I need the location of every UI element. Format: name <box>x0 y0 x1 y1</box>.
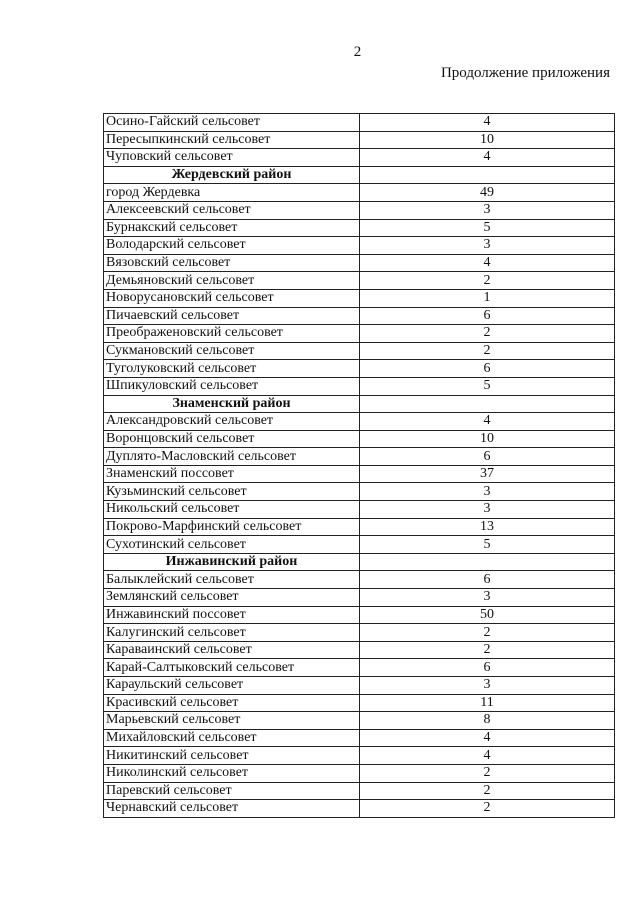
table-row <box>104 501 615 519</box>
count-cell <box>360 166 615 184</box>
count-cell: 3 <box>360 589 615 607</box>
table-row <box>104 289 615 307</box>
table-row <box>104 606 615 624</box>
settlement-name-cell: Покрово-Марфинский сельсовет <box>104 518 360 536</box>
settlement-name-cell: Сухотинский сельсовет <box>104 536 360 554</box>
table-row <box>104 413 615 431</box>
table-row <box>104 342 615 360</box>
district-name-cell: Инжавинский район <box>104 553 360 571</box>
table-row <box>104 800 615 818</box>
settlement-name-cell: Карай-Салтыковский сельсовет <box>104 659 360 677</box>
table-body <box>104 114 615 818</box>
settlement-name-cell: Калугинский сельсовет <box>104 624 360 642</box>
table-row <box>104 694 615 712</box>
count-cell: 6 <box>360 360 615 378</box>
settlement-name-cell: Бурнакский сельсовет <box>104 219 360 237</box>
table-row <box>104 219 615 237</box>
settlement-name-cell: Караульский сельсовет <box>104 677 360 695</box>
table-row <box>104 114 615 132</box>
settlement-name-cell: Караваинский сельсовет <box>104 641 360 659</box>
count-cell: 4 <box>360 114 615 132</box>
district-header-row <box>104 553 615 571</box>
table-row <box>104 764 615 782</box>
settlement-name-cell: Паревский сельсовет <box>104 782 360 800</box>
settlement-name-cell: Землянский сельсовет <box>104 589 360 607</box>
table-row <box>104 747 615 765</box>
appendix-continuation-note: Продолжение приложения <box>440 65 610 81</box>
settlements-table <box>103 113 615 818</box>
settlement-name-cell: Инжавинский поссовет <box>104 606 360 624</box>
count-cell: 3 <box>360 201 615 219</box>
table-row <box>104 571 615 589</box>
table-row <box>104 641 615 659</box>
settlement-name-cell: Знаменский поссовет <box>104 465 360 483</box>
table-row <box>104 360 615 378</box>
count-cell: 2 <box>360 342 615 360</box>
table-row <box>104 624 615 642</box>
count-cell <box>360 395 615 413</box>
count-cell: 49 <box>360 184 615 202</box>
count-cell: 4 <box>360 729 615 747</box>
count-cell: 11 <box>360 694 615 712</box>
count-cell <box>360 553 615 571</box>
settlement-name-cell: Никольский сельсовет <box>104 501 360 519</box>
count-cell: 5 <box>360 219 615 237</box>
count-cell: 4 <box>360 254 615 272</box>
settlement-name-cell: Николинский сельсовет <box>104 764 360 782</box>
settlement-name-cell: Никитинский сельсовет <box>104 747 360 765</box>
table-row <box>104 448 615 466</box>
table-row <box>104 518 615 536</box>
table-row <box>104 272 615 290</box>
table-row <box>104 131 615 149</box>
count-cell: 2 <box>360 272 615 290</box>
table-row <box>104 377 615 395</box>
count-cell: 6 <box>360 659 615 677</box>
table-row <box>104 430 615 448</box>
count-cell: 3 <box>360 677 615 695</box>
district-header-row <box>104 395 615 413</box>
count-cell: 5 <box>360 377 615 395</box>
table-row <box>104 712 615 730</box>
count-cell: 10 <box>360 430 615 448</box>
settlement-name-cell: Демьяновский сельсовет <box>104 272 360 290</box>
table-row <box>104 149 615 167</box>
count-cell: 10 <box>360 131 615 149</box>
count-cell: 2 <box>360 641 615 659</box>
count-cell: 2 <box>360 800 615 818</box>
settlement-name-cell: Туголуковский сельсовет <box>104 360 360 378</box>
settlement-name-cell: Марьевский сельсовет <box>104 712 360 730</box>
count-cell: 1 <box>360 289 615 307</box>
table-row <box>104 201 615 219</box>
count-cell: 13 <box>360 518 615 536</box>
settlement-name-cell: Шпикуловский сельсовет <box>104 377 360 395</box>
table-row <box>104 184 615 202</box>
settlement-name-cell: город Жердевка <box>104 184 360 202</box>
count-cell: 5 <box>360 536 615 554</box>
table-row <box>104 677 615 695</box>
table-row <box>104 782 615 800</box>
count-cell: 2 <box>360 764 615 782</box>
page-number: 2 <box>353 44 362 60</box>
settlement-name-cell: Володарский сельсовет <box>104 237 360 255</box>
district-header-row <box>104 166 615 184</box>
settlement-name-cell: Новорусановский сельсовет <box>104 289 360 307</box>
count-cell: 50 <box>360 606 615 624</box>
settlement-name-cell: Балыклейский сельсовет <box>104 571 360 589</box>
count-cell: 2 <box>360 325 615 343</box>
count-cell: 8 <box>360 712 615 730</box>
count-cell: 3 <box>360 237 615 255</box>
table-row <box>104 465 615 483</box>
count-cell: 4 <box>360 149 615 167</box>
settlement-name-cell: Преображеновский сельсовет <box>104 325 360 343</box>
district-name-cell: Жердевский район <box>104 166 360 184</box>
count-cell: 6 <box>360 571 615 589</box>
table-row <box>104 536 615 554</box>
settlement-name-cell: Красивский сельсовет <box>104 694 360 712</box>
table-row <box>104 729 615 747</box>
settlement-name-cell: Чуповский сельсовет <box>104 149 360 167</box>
count-cell: 4 <box>360 747 615 765</box>
count-cell: 2 <box>360 782 615 800</box>
settlement-name-cell: Дуплято-Масловский сельсовет <box>104 448 360 466</box>
settlement-name-cell: Воронцовский сельсовет <box>104 430 360 448</box>
settlement-name-cell: Осино-Гайский сельсовет <box>104 114 360 132</box>
table-row <box>104 254 615 272</box>
count-cell: 3 <box>360 483 615 501</box>
settlement-name-cell: Михайловский сельсовет <box>104 729 360 747</box>
table-row <box>104 659 615 677</box>
count-cell: 4 <box>360 413 615 431</box>
settlement-name-cell: Алексеевский сельсовет <box>104 201 360 219</box>
district-name-cell: Знаменский район <box>104 395 360 413</box>
table-row <box>104 325 615 343</box>
settlement-name-cell: Чернавский сельсовет <box>104 800 360 818</box>
table-row <box>104 483 615 501</box>
count-cell: 37 <box>360 465 615 483</box>
settlement-name-cell: Пересыпкинский сельсовет <box>104 131 360 149</box>
settlement-name-cell: Пичаевский сельсовет <box>104 307 360 325</box>
table-row <box>104 589 615 607</box>
settlement-name-cell: Кузьминский сельсовет <box>104 483 360 501</box>
count-cell: 6 <box>360 448 615 466</box>
table-row <box>104 237 615 255</box>
settlement-name-cell: Вязовский сельсовет <box>104 254 360 272</box>
count-cell: 6 <box>360 307 615 325</box>
settlement-name-cell: Сукмановский сельсовет <box>104 342 360 360</box>
settlement-name-cell: Александровский сельсовет <box>104 413 360 431</box>
count-cell: 3 <box>360 501 615 519</box>
count-cell: 2 <box>360 624 615 642</box>
table-row <box>104 307 615 325</box>
